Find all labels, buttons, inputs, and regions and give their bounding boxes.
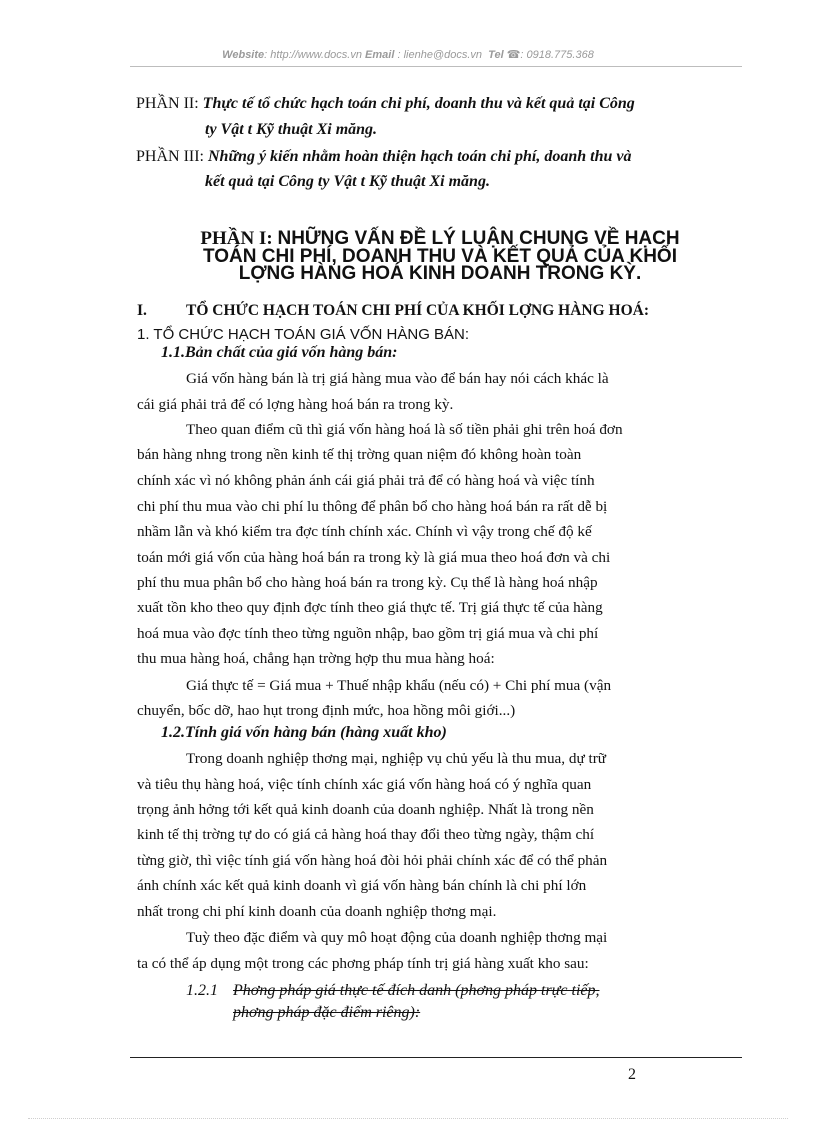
part-1-title-text1: NHỮNG VẤN ĐỀ LÝ LUẬN CHUNG VỀ HẠCH <box>277 228 680 249</box>
part-1-title-line3: LỢNG HÀNG HOÁ KINH DOANH TRONG KỲ. <box>238 263 642 284</box>
tel-label: Tel <box>488 49 504 61</box>
section-I-number: I. <box>137 302 147 319</box>
para2-line: chính xác vì nó không phản ánh cái giá phải trả để có hàng hoá và việc tính <box>137 472 595 489</box>
page-edge-dots <box>28 1118 788 1119</box>
para2-line: bán hàng nhng trong nền kinh tế thị trờng quan niệm đó không hoàn toàn <box>137 446 582 463</box>
para2-line: phí thu mua phân bổ cho hàng hoá bán ra trong kỳ. Cụ thể là hàng hoá nhập <box>137 574 598 591</box>
footer-rule <box>130 1057 742 1058</box>
section-1-2-1-line1: Phơng pháp giá thực tế đích danh (phơng pháp trực tiếp, <box>233 982 600 999</box>
para2-line: xuất tồn kho theo quy định đợc tính theo giá thực tế. Trị giá thực tế của hàng <box>137 599 603 616</box>
para3-line: Giá thực tế = Giá mua + Thuế nhập khẩu (nếu có) + Chi phí mua (vận <box>186 677 612 694</box>
part-2-line2: ty Vật t Kỹ thuật Xi măng. <box>205 121 378 138</box>
section-1-heading: 1. TỔ CHỨC HẠCH TOÁN GIÁ VỐN HÀNG BÁN: <box>137 326 470 343</box>
part-3-label: PHẦN III: <box>136 148 204 165</box>
part-2-text: Thực tế tổ chức hạch toán chi phí, doanh thu và kết quả tại Công <box>202 95 635 112</box>
section-1-1-heading: 1.1.Bản chất của giá vốn hàng bán: <box>161 344 398 361</box>
section-1-2-heading: 1.2.Tính giá vốn hàng bán (hàng xuất kho) <box>161 724 447 741</box>
section-1-2-1-number: 1.2.1 <box>186 982 218 999</box>
para2-line: chi phí thu mua vào chi phí lu thông để phân bổ cho hàng hoá bán ra rất dễ bị <box>137 498 608 515</box>
website-value: : http://www.docs.vn <box>264 49 362 61</box>
part-2-label: PHẦN II: <box>136 95 199 112</box>
section-I-heading: TỔ CHỨC HẠCH TOÁN CHI PHÍ CỦA KHỐI LỢNG HÀNG HOÁ: <box>186 302 650 319</box>
para4-line: nhất trong chi phí kinh doanh của doanh nghiệp thơng mại. <box>137 903 497 920</box>
para5-line: Tuỳ theo đặc điểm và quy mô hoạt động của doanh nghiệp thơng mại <box>186 929 608 946</box>
para4-line: ánh chính xác kết quả kinh doanh vì giá vốn hàng bán chính là chi phí lớn <box>137 877 587 894</box>
para4-line: và tiêu thụ hàng hoá, việc tính chính xác giá vốn hàng hoá có ý nghĩa quan <box>137 776 592 793</box>
para1-line: Giá vốn hàng bán là trị giá hàng mua vào để bán hay nói cách khác là <box>186 370 609 387</box>
part-3-line2: kết quả tại Công ty Vật t Kỹ thuật Xi măng. <box>205 173 490 190</box>
para4-line: kinh tế thị trờng tự do có giá cả hàng hoá thay đổi theo từng ngày, thậm chí <box>137 826 595 843</box>
para4-line: Trong doanh nghiệp thơng mại, nghiệp vụ chủ yếu là thu mua, dự trữ <box>186 750 607 767</box>
part-2-line1 <box>136 95 635 113</box>
para4-line: trọng ảnh hởng tới kết quả kinh doanh của doanh nghiệp. Nhất là trong nền <box>137 801 594 818</box>
section-1-2-1-line2: phơng pháp đặc điểm riêng): <box>233 1004 421 1021</box>
para5-line: ta có thể áp dụng một trong các phơng pháp tính trị giá hàng xuất kho sau: <box>137 955 589 972</box>
para3-line: chuyển, bốc dỡ, hao hụt trong định mức, hoa hồng môi giới...) <box>137 702 516 719</box>
header-rule <box>130 66 742 67</box>
email-value: : lienhe@docs.vn <box>394 49 483 61</box>
para2-line: nhầm lẫn và khó kiểm tra đợc tính chính xác. Chính vì vậy trong chế độ kế <box>137 523 592 540</box>
para1-line: cái giá phải trả để có lợng hàng hoá bán ra trong kỳ. <box>137 396 454 413</box>
para2-line: toán mới giá vốn của hàng hoá bán ra trong kỳ là giá mua theo hoá đơn và chi <box>137 549 611 566</box>
part-1-title-line2: TOÁN CHI PHÍ, DOANH THU VÀ KẾT QUẢ CỦA KHỐI <box>203 246 677 267</box>
tel-value: : 0918.775.368 <box>520 49 594 61</box>
page-header <box>0 48 816 61</box>
para2-line: Theo quan điểm cũ thì giá vốn hàng hoá là số tiền phải ghi trên hoá đơn <box>186 421 623 438</box>
part-1-title-prefix: PHẦN I: <box>200 228 278 249</box>
part-3-line1 <box>136 148 631 166</box>
para2-line: hoá mua vào đợc tính theo từng nguồn nhập, bao gồm trị giá mua và chi phí <box>137 625 599 642</box>
page-number: 2 <box>628 1066 636 1083</box>
website-label: Website <box>222 49 265 61</box>
email-label: Email <box>365 49 395 61</box>
para2-line: thu mua hàng hoá, chẳng hạn trờng hợp thu mua hàng hoá: <box>137 650 495 667</box>
phone-icon: ☎ <box>506 49 521 61</box>
para4-line: từng giờ, thì việc tính giá vốn hàng hoá đòi hỏi phải chính xác để có thể phản <box>137 852 608 869</box>
part-1-title-line1 <box>140 230 740 247</box>
part-3-text: Những ý kiến nhằm hoàn thiện hạch toán chi phí, doanh thu và <box>208 148 632 165</box>
